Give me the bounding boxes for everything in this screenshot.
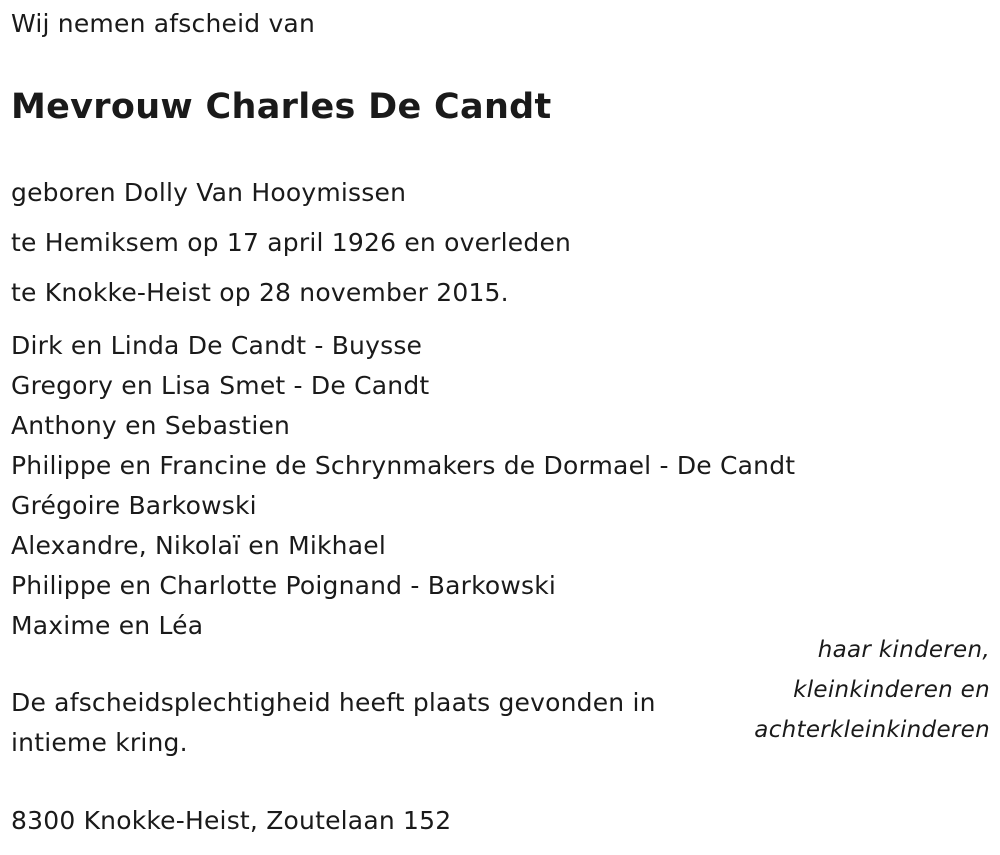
- family-member: Alexandre, Nikolaï en Mikhael: [11, 531, 386, 560]
- family-member: Philippe en Francine de Schrynmakers de Dormael - De Candt: [11, 451, 796, 480]
- relation-line: kleinkinderen en: [793, 677, 990, 703]
- death-place-date-line: te Knokke-Heist op 28 november 2015.: [11, 278, 509, 307]
- family-member: Grégoire Barkowski: [11, 491, 257, 520]
- birth-place-date-line: te Hemiksem op 17 april 1926 en overleden: [11, 228, 572, 257]
- relation-line: haar kinderen,: [817, 637, 990, 663]
- family-member: Anthony en Sebastien: [11, 411, 291, 440]
- family-relation-caption: [754, 630, 990, 750]
- family-member: Philippe en Charlotte Poignand - Barkowski: [11, 571, 557, 600]
- family-member: Gregory en Lisa Smet - De Candt: [11, 371, 430, 400]
- relation-line: achterkleinkinderen: [754, 717, 990, 743]
- birth-name-line: geboren Dolly Van Hooymissen: [11, 178, 407, 207]
- deceased-name: Mevrouw Charles De Candt: [11, 87, 552, 127]
- address: 8300 Knokke-Heist, Zoutelaan 152: [11, 806, 452, 835]
- intro-text: Wij nemen afscheid van: [11, 9, 315, 38]
- family-member: Dirk en Linda De Candt - Buysse: [11, 331, 423, 360]
- family-list: [11, 326, 795, 646]
- family-member: Maxime en Léa: [11, 611, 204, 640]
- ceremony-note: De afscheidsplechtigheid heeft plaats gevonden in intieme kring.: [11, 688, 656, 757]
